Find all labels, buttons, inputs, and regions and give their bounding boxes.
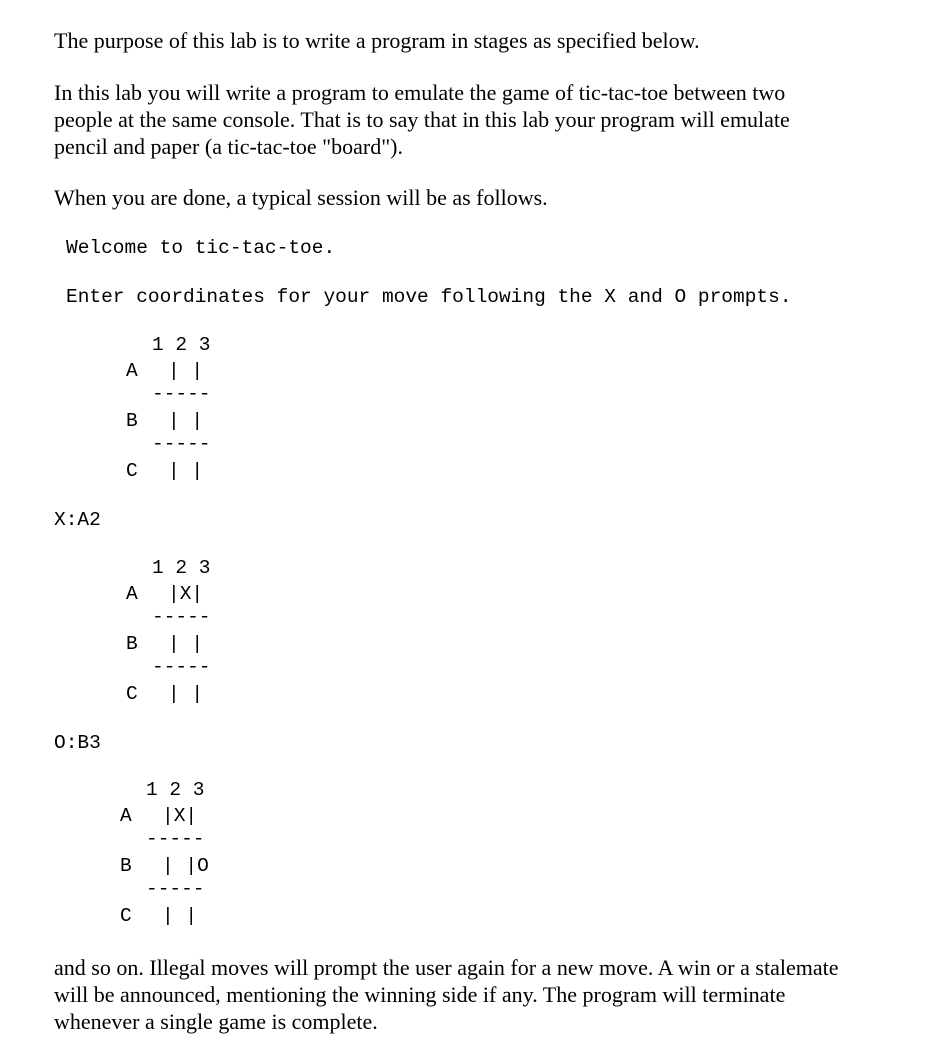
row-separator: ----- [146, 878, 205, 900]
row-label-a: A [126, 360, 138, 382]
move-o-prompt: O:B3 [54, 732, 101, 754]
row-cells-a: |X| [168, 583, 204, 605]
conclusion-line: and so on. Illegal moves will prompt the user again for a new move. A win or a stalemate [54, 955, 839, 980]
board-column-header: 1 2 3 [152, 557, 211, 579]
row-label-a: A [126, 583, 138, 605]
description-line: pencil and paper (a tic-tac-toe "board"). [54, 134, 404, 159]
session-intro-paragraph: When you are done, a typical session will be as follows. [54, 185, 548, 210]
row-cells-c: | | [162, 905, 198, 927]
board-column-header: 1 2 3 [146, 779, 205, 801]
row-cells-c: | | [168, 683, 204, 705]
row-label-b: B [126, 410, 138, 432]
row-cells-b: | |O [162, 855, 209, 877]
conclusion-line: whenever a single game is complete. [54, 1009, 378, 1034]
conclusion-line: will be announced, mentioning the winning side if any. The program will terminate [54, 982, 786, 1007]
row-separator: ----- [152, 606, 211, 628]
row-label-b: B [126, 633, 138, 655]
row-separator: ----- [152, 656, 211, 678]
board-column-header: 1 2 3 [152, 334, 211, 356]
row-separator: ----- [152, 433, 211, 455]
row-label-c: C [126, 460, 138, 482]
row-label-c: C [126, 683, 138, 705]
row-cells-a: | | [168, 360, 204, 382]
row-label-c: C [120, 905, 132, 927]
row-separator: ----- [152, 383, 211, 405]
purpose-paragraph: The purpose of this lab is to write a program in stages as specified below. [54, 28, 700, 53]
move-x-prompt: X:A2 [54, 509, 101, 531]
welcome-line: Welcome to tic-tac-toe. [66, 237, 336, 259]
description-line: people at the same console. That is to say that in this lab your program will emulate [54, 107, 790, 132]
row-separator: ----- [146, 828, 205, 850]
row-cells-a: |X| [162, 805, 198, 827]
row-label-a: A [120, 805, 132, 827]
row-cells-b: | | [168, 410, 204, 432]
row-cells-b: | | [168, 633, 204, 655]
row-cells-c: | | [168, 460, 204, 482]
row-label-b: B [120, 855, 132, 877]
description-line: In this lab you will write a program to emulate the game of tic-tac-toe between two [54, 80, 786, 105]
instructions-line: Enter coordinates for your move following the X and O prompts. [66, 286, 792, 308]
